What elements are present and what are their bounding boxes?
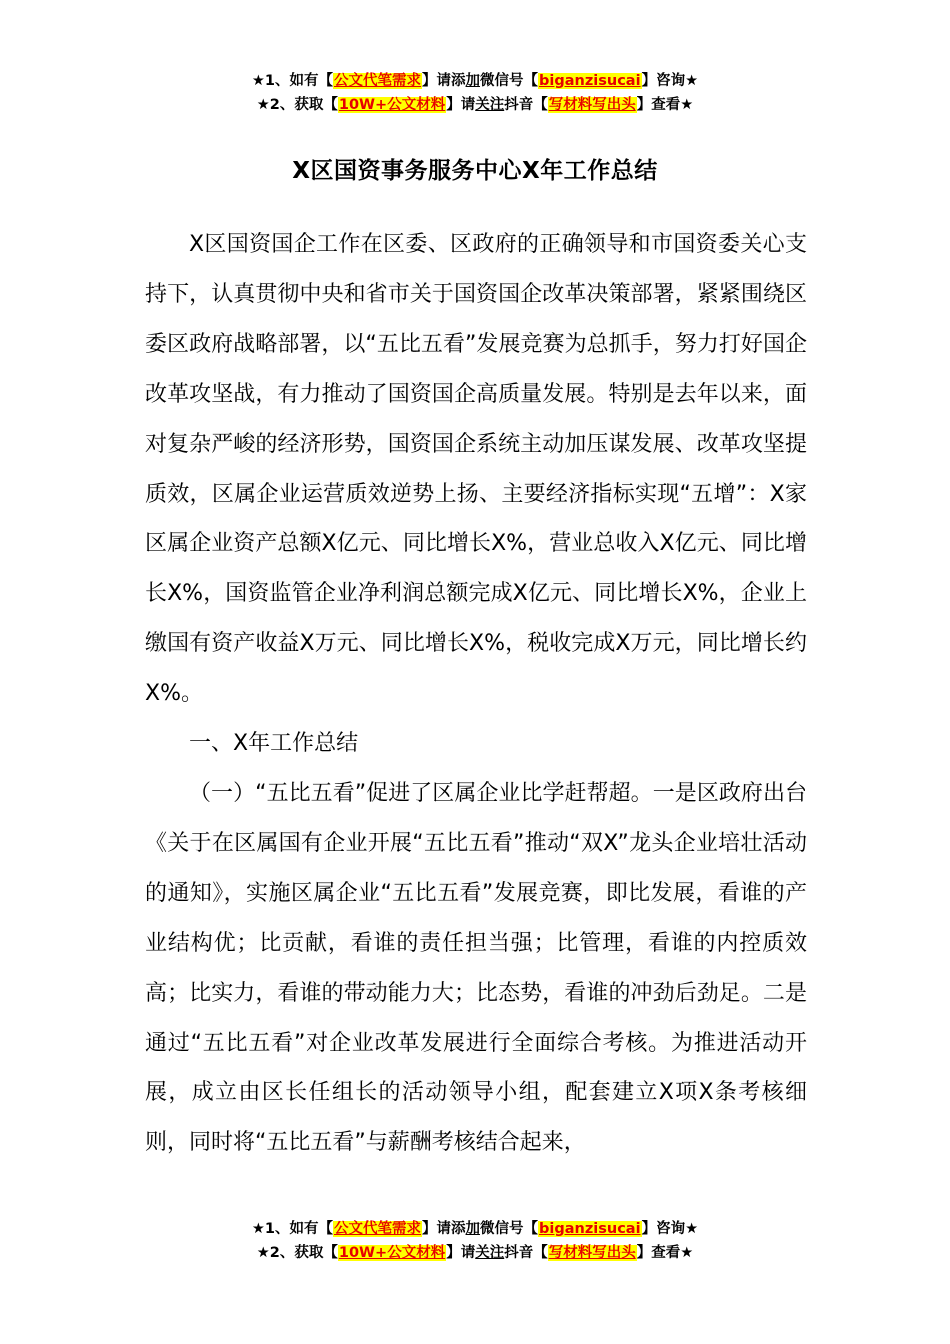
banner-text-underlined: 关注: [475, 97, 505, 113]
banner-text: 】咨询★: [641, 73, 699, 89]
highlight-wechat-id: biganzisucai: [539, 73, 641, 89]
highlight-wechat-id: biganzisucai: [539, 1221, 641, 1237]
highlight-douyin-account: 写材料写出头: [548, 97, 636, 113]
highlight-service: 公文代笔需求: [334, 73, 422, 89]
document-title: X区国资事务服务中心X年工作总结: [292, 158, 658, 184]
highlight-service: 公文代笔需求: [334, 1221, 422, 1237]
banner-line-1: [0, 69, 950, 93]
banner-text: 】查看★: [636, 97, 694, 113]
banner-text: ★1、如有【: [251, 73, 334, 89]
footer-banner: [0, 1217, 950, 1265]
banner-text: 微信号【: [480, 1221, 539, 1237]
banner-text: 】请: [446, 97, 476, 113]
banner-text-underlined: 加: [465, 73, 481, 89]
banner-text: ★2、获取【: [256, 1245, 338, 1261]
banner-text: 微信号【: [480, 73, 539, 89]
banner-text: 】查看★: [636, 1245, 694, 1261]
banner-text: ★2、获取【: [256, 97, 338, 113]
highlight-douyin-account: 写材料写出头: [548, 1245, 636, 1261]
document-body: [145, 220, 807, 1168]
banner-text: 抖音【: [504, 1245, 548, 1261]
banner-text-underlined: 加: [465, 1221, 481, 1237]
highlight-materials: 10W+公文材料: [338, 97, 446, 113]
highlight-materials: 10W+公文材料: [338, 1245, 446, 1261]
banner-line-2: [0, 93, 950, 117]
header-banner: [0, 69, 950, 117]
section-paragraph: （一）“五比五看”促进了区属企业比学赶帮超。一是区政府出台《关于在区属国有企业开展“五比五看”推动“双X”龙头企业培壮活动的通知》，实施区属企业“五比五看”发展竞赛，即比发展，看谁的产业结构优；比贡献，看谁的责任担当强；比管理，看谁的内控质效高；比实力，看谁的带动能力大；比态势，看谁的冲劲后劲足。二是通过“五比五看”对企业改革发展进行全面综合考核。为推进活动开展，成立由区长任组长的活动领导小组，配套建立X项X条考核细则，同时将“五比五看”与薪酬考核结合起来，: [145, 780, 807, 1156]
banner-text: 】请添: [422, 1221, 466, 1237]
banner-text: 】请添: [422, 73, 466, 89]
banner-line-1: [0, 1217, 950, 1241]
banner-text: 】请: [446, 1245, 476, 1261]
banner-text: ★1、如有【: [251, 1221, 334, 1237]
banner-text: 】咨询★: [641, 1221, 699, 1237]
banner-line-2: [0, 1241, 950, 1265]
section-heading: 一、X年工作总结: [189, 731, 359, 757]
banner-text-underlined: 关注: [475, 1245, 505, 1261]
banner-text: 抖音【: [504, 97, 548, 113]
intro-paragraph: X区国资国企工作在区委、区政府的正确领导和市国资委关心支持下，认真贯彻中央和省市关于国资国企改革决策部署，紧紧围绕区委区政府战略部署，以“五比五看”发展竞赛为总抓手，努力打好国企改革攻坚战，有力推动了国资国企高质量发展。特别是去年以来，面对复杂严峻的经济形势，国资国企系统主动加压谋发展、改革攻坚提质效，区属企业运营质效逆势上扬、主要经济指标实现“五增”：X家区属企业资产总额X亿元、同比增长X%，营业总收入X亿元、同比增长X%，国资监管企业净利润总额完成X亿元、同比增长X%，企业上缴国有资产收益X万元、同比增长X%，税收完成X万元，同比增长约X%。: [145, 232, 807, 707]
